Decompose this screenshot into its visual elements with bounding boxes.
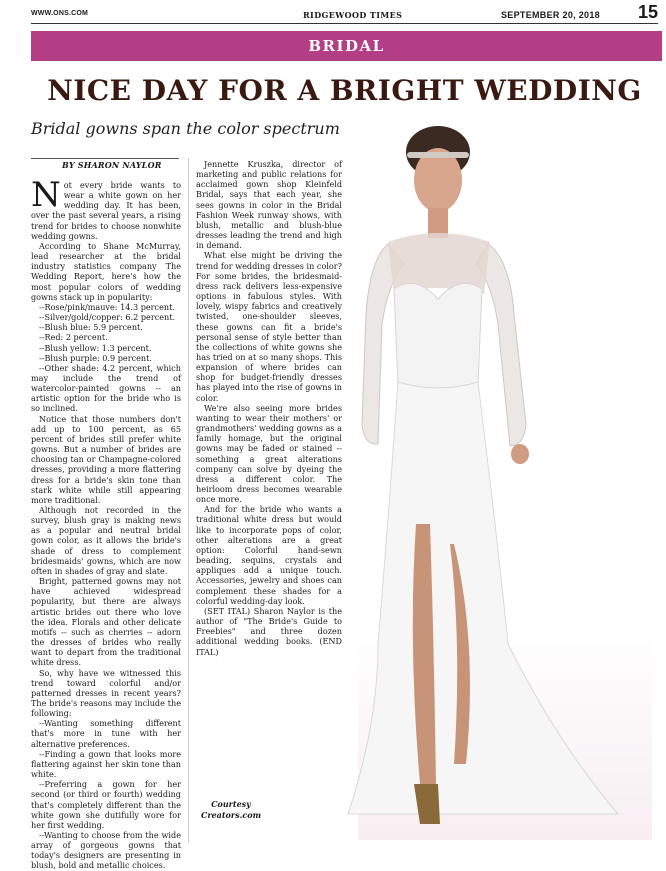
column-divider (188, 158, 189, 843)
stat-item: --Other shade: 4.2 percent, which may include the trend of watercolor-painted gowns -- an artistic option for the bride who is so inclined. (31, 362, 181, 414)
reason-item: --Wanting something different that's more in tune with her alternative preferences. (31, 718, 181, 749)
skirt-shape (348, 382, 618, 814)
page-header (31, 4, 658, 24)
article-paragraph: According to Shane McMurray, lead researcher at the bridal industry statistics company The Wedding Report, here's how the most popular colors of wedding gowns stack up in popularity: (31, 240, 181, 302)
article-paragraph: Bright, patterned gowns may not have achieved widespread popularity, but there are always artistic brides out there who love the idea. Florals and other delicate motifs -- such as cherries -- adorn the dresses of brides who really want to depart from the traditional white dress. (31, 576, 181, 668)
article-paragraph: Although not recorded in the survey, blush gray is making news as a popular and neutral bridal gown color, as it allows the bride's shade of dress to complement bridesmaids' gowns, which are now often in shades of gray and slate. (31, 505, 181, 576)
byline-rule (31, 158, 179, 159)
article-paragraph: So, why have we witnessed this trend toward colorful and/or patterned dresses in recent years? The bride's reasons may include the following: (31, 667, 181, 719)
stat-item: --Silver/gold/copper: 6.2 percent. (39, 312, 176, 323)
headband-shape (407, 152, 469, 158)
stat-item: --Rose/pink/mauve: 14.3 percent. (39, 301, 175, 312)
article-paragraph: Jennette Kruszka, director of marketing and public relations for acclaimed gown shop Kleinfeld Bridal, says that each year, she sees gowns in color in the Bridal Fashion Week runway shows, with blush, metallic and blush-blue dresses leading the trend and high in demand. (196, 159, 342, 251)
article-paragraph: And for the bride who wants a traditional white dress but would like to incorporate pops of color, other alterations are a great option: Colorful hand-sewn beading, sequins, crystals and appliques add a unique touch. Accessories, jewelry and shoes can complement these shades for a colorful wedding-day look. (196, 504, 342, 606)
article-paragraph: We're also seeing more brides wanting to wear their mothers' or grandmothers' wedding gowns as a family homage, but the original gowns may be faded or stained -- something a great alterations company can solve by dyeing the dress a different color. The heirloom dress becomes wearable once more. (196, 402, 342, 505)
reason-item: --Finding a gown that looks more flattering against her skin tone than white. (31, 748, 181, 780)
bride-gown-photo (358, 124, 652, 840)
newspaper-name: RIDGEWOOD TIMES (303, 10, 403, 20)
hand-shape (511, 444, 529, 464)
shoe-shape (414, 784, 440, 824)
drop-cap: N (31, 175, 61, 215)
stat-item: --Red: 2 percent. (39, 332, 108, 343)
reason-item: --Preferring a gown for her second (or third or fourth) wedding that's completely different than the white gown she dutifully wore for her first wedding. (31, 779, 181, 830)
stat-item: --Blush purple: 0.9 percent. (39, 352, 152, 363)
article-paragraph: Not every bride wants to wear a white gown on her wedding day. It has been, over the past several years, a rising trend for brides to choose nonwhite wedding gowns. (31, 175, 181, 241)
section-label: BRIDAL (308, 37, 385, 55)
byline: BY SHARON NAYLOR (62, 160, 162, 170)
stat-item: --Blush yellow: 1.3 percent. (39, 342, 152, 353)
article-column-1 (31, 175, 181, 871)
bodice-shape (394, 283, 482, 390)
article-paragraph: Notice that those numbers don't add up to 100 percent, as 65 percent of brides still prefer white gowns. But a number of brides are choosing tan or Champagne-colored dresses, providing a more flattering dress for a bride's skin tone than stark white while still appearing more traditional. (31, 413, 181, 505)
header-rule (31, 23, 658, 24)
article-column-2 (196, 159, 342, 799)
deck-subheadline: Bridal gowns span the color spectrum (31, 119, 340, 138)
headline: NICE DAY FOR A BRIGHT WEDDING (47, 74, 642, 107)
section-banner (31, 31, 662, 61)
reason-item: --Wanting to choose from the wide array of gorgeous gowns that today's designers are presenting in blush, bold and metallic choices. (31, 830, 181, 871)
bride-illustration (358, 124, 652, 840)
stat-item: --Blush blue: 5.9 percent. (39, 322, 143, 333)
photo-credit: Courtesy Creators.com (200, 799, 262, 820)
issue-date: SEPTEMBER 20, 2018 (501, 10, 600, 20)
author-bio: (SET ITAL) Sharon Naylor is the author of "The Bride's Guide to Freebies" and three dozen additional wedding books. (END ITAL) (196, 605, 342, 657)
site-url[interactable]: WWW.ONS.COM (31, 10, 89, 17)
page-number: 15 (638, 2, 659, 22)
article-paragraph: What else might be driving the trend for wedding dresses in color? For some brides, the bridesmaid-dress rack delivers less-expensive options in fabulous styles. With lovely, wispy fabrics and creatively twisted, one-shoulder sleeves, these gowns can fit a bride's personal sense of style better than the collections of white gowns she has tried on at so many shops. This expansion of where brides can shop for budget-friendly dresses has played into the rise of gowns in color. (196, 250, 342, 403)
